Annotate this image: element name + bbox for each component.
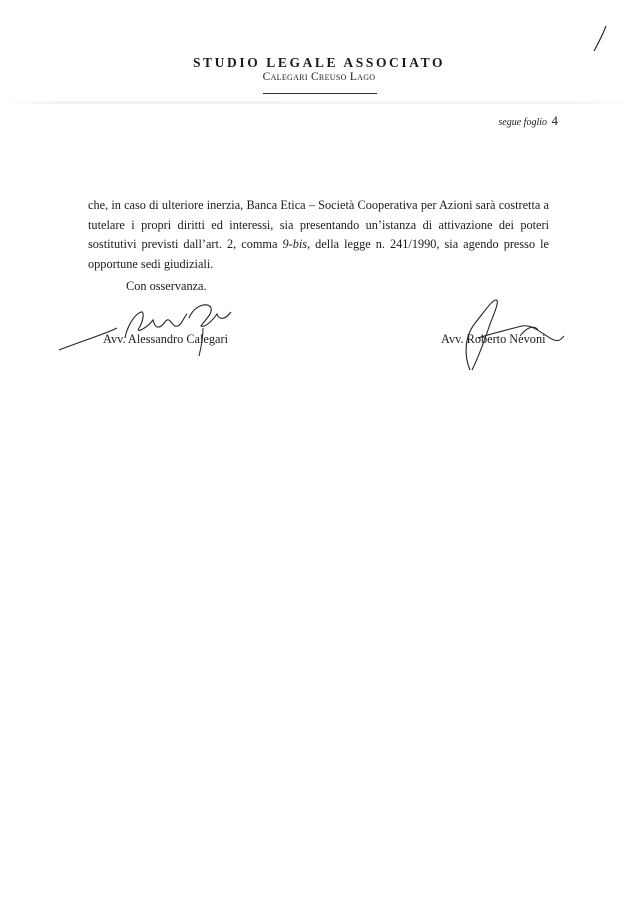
scan-artifact-line: [0, 101, 638, 104]
signatory-right-name: Avv. Roberto Nevoni: [441, 332, 546, 346]
firm-partners: Calegari Creuso Lago: [262, 71, 376, 83]
pen-mark-top-right: [590, 24, 610, 54]
body-text-italic: 9-bis: [282, 237, 308, 251]
body-text-end: , della legge n. 241/1990, sia agendo presso le opportune sedi giudiziali.: [88, 237, 549, 271]
closing-salutation: Con osservanza.: [126, 279, 207, 293]
sheet-reference-label: segue foglio: [498, 117, 547, 128]
signatory-left-name: Avv. Alessandro Calegari: [103, 332, 228, 346]
firm-name: STUDIO LEGALE ASSOCIATO: [192, 55, 446, 70]
body-paragraph: [88, 196, 549, 274]
header-divider: [263, 93, 377, 94]
signature-left: [55, 298, 255, 358]
sheet-reference: [498, 113, 558, 129]
sheet-reference-number: 4: [551, 113, 558, 128]
body-text-start: che, in caso di ulteriore inerzia, Banca Etica – Società Cooperativa per Azioni sarà costretta a tutelare i propri diritti ed interessi, sia presentando un’istanza di attivazione dei poteri sostitutivi previsti dall’art. 2, comma: [88, 198, 549, 251]
